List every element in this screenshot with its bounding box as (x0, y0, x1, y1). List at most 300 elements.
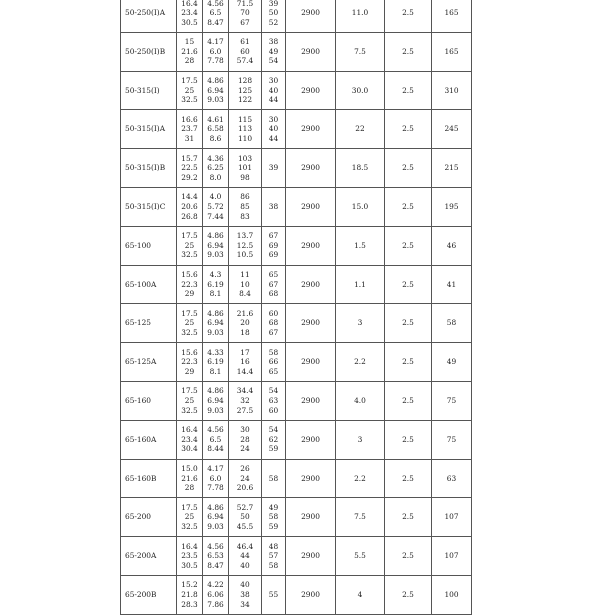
power-cell: 30.0 (336, 71, 385, 110)
power-cell: 15.0 (336, 187, 385, 226)
model-cell: 50-315(I) (121, 71, 177, 110)
weight-cell: 75 (432, 381, 472, 420)
flow-m3h-cell (177, 498, 203, 537)
cell-value: 16.6 (181, 114, 198, 124)
cell-value: 58 (268, 512, 279, 522)
cell-value: 9.03 (207, 250, 224, 260)
flow-ls-cell (203, 420, 229, 459)
cell-value: 22.3 (181, 279, 198, 289)
speed-cell: 2900 (286, 498, 336, 537)
flow-ls-cell (203, 0, 229, 32)
cell-value: 25 (184, 318, 195, 328)
cell-value: 7.78 (207, 483, 224, 493)
npsh-cell: 2.5 (385, 265, 432, 304)
speed-cell: 2900 (286, 381, 336, 420)
efficiency-cell (262, 575, 286, 614)
flow-ls-cell (203, 187, 229, 226)
weight-cell: 195 (432, 187, 472, 226)
cell-value: 20.6 (181, 202, 198, 212)
speed-cell: 2900 (286, 71, 336, 110)
cell-value: 34 (240, 599, 250, 609)
cell-value: 8.47 (207, 560, 224, 570)
cell-value: 128 (237, 76, 253, 86)
cell-value: 31 (184, 134, 195, 144)
model-cell: 65-100 (121, 226, 177, 265)
cell-value: 86 (240, 192, 250, 202)
cell-value: 98 (240, 172, 250, 182)
cell-value: 4.86 (207, 308, 224, 318)
flow-ls-cell (203, 343, 229, 382)
flow-m3h-cell (177, 575, 203, 614)
model-cell: 65-160B (121, 459, 177, 498)
cell-value: 46.4 (236, 541, 254, 551)
head-cell (229, 343, 262, 382)
efficiency-cell (262, 381, 286, 420)
cell-value: 70 (240, 8, 250, 18)
cell-value: 14.4 (181, 192, 198, 202)
flow-m3h-cell (177, 381, 203, 420)
cell-value: 58 (268, 560, 279, 570)
cell-value: 8.1 (209, 366, 222, 376)
npsh-cell: 2.5 (385, 187, 432, 226)
cell-value: 23.5 (181, 551, 198, 561)
cell-value: 25 (184, 85, 195, 95)
cell-value: 17.5 (181, 386, 198, 396)
cell-value: 9.03 (207, 95, 224, 105)
flow-m3h-cell (177, 110, 203, 149)
npsh-cell: 2.5 (385, 71, 432, 110)
cell-value: 6.19 (207, 279, 224, 289)
efficiency-cell (262, 110, 286, 149)
cell-value: 71.5 (236, 0, 254, 8)
cell-value: 7.78 (207, 56, 224, 66)
efficiency-cell (262, 498, 286, 537)
cell-value: 15.2 (181, 580, 198, 590)
cell-value: 57 (268, 551, 279, 561)
cell-value: 4.36 (207, 153, 224, 163)
cell-value: 6.94 (207, 318, 224, 328)
cell-value: 6.5 (209, 8, 222, 18)
flow-m3h-cell (177, 304, 203, 343)
cell-value: 21.6 (181, 473, 198, 483)
cell-value: 40 (240, 560, 250, 570)
cell-value: 12.5 (236, 240, 254, 250)
speed-cell: 2900 (286, 0, 336, 32)
cell-value: 57.4 (236, 56, 254, 66)
cell-value: 21.6 (236, 308, 254, 318)
head-cell (229, 381, 262, 420)
cell-value: 28 (240, 434, 250, 444)
cell-value: 4.3 (209, 270, 222, 280)
npsh-cell: 2.5 (385, 381, 432, 420)
weight-cell: 245 (432, 110, 472, 149)
head-cell (229, 265, 262, 304)
cell-value: 22.5 (181, 163, 198, 173)
cell-value: 20 (240, 318, 250, 328)
cell-value: 61 (240, 37, 250, 47)
flow-ls-cell (203, 32, 229, 71)
cell-value: 16.4 (181, 425, 198, 435)
table-row (121, 343, 472, 382)
power-cell: 2.2 (336, 343, 385, 382)
cell-value: 38 (268, 202, 279, 212)
cell-value: 60 (240, 46, 250, 56)
cell-value: 49 (268, 46, 279, 56)
efficiency-cell (262, 420, 286, 459)
model-cell: 65-200 (121, 498, 177, 537)
cell-value: 52 (268, 17, 279, 27)
efficiency-cell (262, 459, 286, 498)
cell-value: 24 (240, 473, 250, 483)
npsh-cell: 2.5 (385, 110, 432, 149)
cell-value: 54 (268, 386, 279, 396)
head-cell (229, 459, 262, 498)
table-row (121, 187, 472, 226)
model-cell: 65-125 (121, 304, 177, 343)
cell-value: 30.4 (181, 444, 198, 454)
cell-value: 52.7 (236, 502, 254, 512)
cell-value: 39 (268, 163, 279, 173)
cell-value: 32.5 (181, 405, 198, 415)
cell-value: 15.6 (181, 347, 198, 357)
npsh-cell: 2.5 (385, 149, 432, 188)
table-row (121, 575, 472, 614)
efficiency-cell (262, 226, 286, 265)
cell-value: 67 (268, 231, 279, 241)
power-cell: 22 (336, 110, 385, 149)
model-cell: 50-315(I)C (121, 187, 177, 226)
speed-cell: 2900 (286, 420, 336, 459)
cell-value: 30.5 (181, 17, 198, 27)
cell-value: 18 (240, 328, 250, 338)
cell-value: 23.4 (181, 434, 198, 444)
cell-value: 11 (240, 270, 250, 280)
npsh-cell: 2.5 (385, 304, 432, 343)
table-row (121, 420, 472, 459)
cell-value: 48 (268, 541, 279, 551)
cell-value: 55 (268, 590, 279, 600)
weight-cell: 165 (432, 0, 472, 32)
speed-cell: 2900 (286, 575, 336, 614)
cell-value: 29 (184, 289, 195, 299)
cell-value: 27.5 (236, 405, 254, 415)
cell-value: 10 (240, 279, 250, 289)
efficiency-cell (262, 32, 286, 71)
model-cell: 65-100A (121, 265, 177, 304)
cell-value: 110 (237, 134, 253, 144)
flow-m3h-cell (177, 32, 203, 71)
flow-m3h-cell (177, 265, 203, 304)
cell-value: 26.8 (181, 211, 198, 221)
weight-cell: 46 (432, 226, 472, 265)
npsh-cell: 2.5 (385, 575, 432, 614)
cell-value: 16.4 (181, 0, 198, 8)
cell-value: 4.86 (207, 76, 224, 86)
cell-value: 54 (268, 56, 279, 66)
cell-value: 4.17 (207, 37, 224, 47)
cell-value: 32.5 (181, 250, 198, 260)
cell-value: 68 (268, 318, 279, 328)
power-cell: 4.0 (336, 381, 385, 420)
cell-value: 20.6 (236, 483, 254, 493)
cell-value: 6.0 (209, 473, 222, 483)
cell-value: 63 (268, 396, 279, 406)
cell-value: 28 (184, 483, 195, 493)
cell-value: 17.5 (181, 308, 198, 318)
table-row (121, 304, 472, 343)
npsh-cell: 2.5 (385, 537, 432, 576)
flow-ls-cell (203, 304, 229, 343)
flow-ls-cell (203, 226, 229, 265)
cell-value: 25 (184, 240, 195, 250)
cell-value: 9.03 (207, 405, 224, 415)
flow-m3h-cell (177, 420, 203, 459)
weight-cell: 58 (432, 304, 472, 343)
npsh-cell: 2.5 (385, 32, 432, 71)
cell-value: 6.0 (209, 46, 222, 56)
model-cell: 65-125A (121, 343, 177, 382)
cell-value: 13.7 (236, 231, 254, 241)
cell-value: 60 (268, 405, 279, 415)
flow-m3h-cell (177, 0, 203, 32)
efficiency-cell (262, 71, 286, 110)
weight-cell: 215 (432, 149, 472, 188)
cell-value: 32.5 (181, 522, 198, 532)
power-cell: 5.5 (336, 537, 385, 576)
cell-value: 15.6 (181, 270, 198, 280)
cell-value: 54 (268, 425, 279, 435)
cell-value: 6.94 (207, 512, 224, 522)
weight-cell: 63 (432, 459, 472, 498)
flow-ls-cell (203, 575, 229, 614)
cell-value: 5.72 (207, 202, 224, 212)
table-row (121, 498, 472, 537)
cell-value: 4.17 (207, 464, 224, 474)
cell-value: 16 (240, 357, 250, 367)
speed-cell: 2900 (286, 226, 336, 265)
cell-value: 6.53 (207, 551, 224, 561)
cell-value: 115 (237, 114, 253, 124)
power-cell: 7.5 (336, 32, 385, 71)
flow-ls-cell (203, 149, 229, 188)
table-row (121, 32, 472, 71)
speed-cell: 2900 (286, 110, 336, 149)
cell-value: 15.0 (181, 464, 198, 474)
model-cell: 65-160A (121, 420, 177, 459)
head-cell (229, 420, 262, 459)
weight-cell: 100 (432, 575, 472, 614)
cell-value: 8.4 (239, 289, 251, 299)
table-row (121, 110, 472, 149)
flow-m3h-cell (177, 537, 203, 576)
cell-value: 15.7 (181, 153, 198, 163)
cell-value: 29.2 (181, 172, 198, 182)
flow-m3h-cell (177, 459, 203, 498)
cell-value: 4.86 (207, 502, 224, 512)
cell-value: 40 (268, 85, 279, 95)
table-row (121, 265, 472, 304)
cell-value: 28.3 (181, 599, 198, 609)
head-cell (229, 304, 262, 343)
cell-value: 7.44 (207, 211, 224, 221)
flow-m3h-cell (177, 71, 203, 110)
cell-value: 16.4 (181, 541, 198, 551)
speed-cell: 2900 (286, 32, 336, 71)
cell-value: 8.44 (207, 444, 224, 454)
table-row (121, 0, 472, 32)
power-cell: 3 (336, 420, 385, 459)
cell-value: 38 (240, 590, 250, 600)
cell-value: 34.4 (236, 386, 254, 396)
model-cell: 65-160 (121, 381, 177, 420)
table-row (121, 459, 472, 498)
power-cell: 18.5 (336, 149, 385, 188)
cell-value: 44 (240, 551, 250, 561)
npsh-cell: 2.5 (385, 0, 432, 32)
cell-value: 8.1 (209, 289, 222, 299)
cell-value: 17 (240, 347, 250, 357)
cell-value: 17.5 (181, 502, 198, 512)
model-cell: 50-250(I)B (121, 32, 177, 71)
cell-value: 8.47 (207, 17, 224, 27)
flow-ls-cell (203, 381, 229, 420)
cell-value: 59 (268, 444, 279, 454)
head-cell (229, 537, 262, 576)
weight-cell: 107 (432, 498, 472, 537)
table-row (121, 381, 472, 420)
cell-value: 66 (268, 357, 279, 367)
flow-m3h-cell (177, 187, 203, 226)
npsh-cell: 2.5 (385, 420, 432, 459)
cell-value: 9.03 (207, 522, 224, 532)
cell-value: 4.56 (207, 425, 224, 435)
weight-cell: 310 (432, 71, 472, 110)
cell-value: 4.22 (207, 580, 224, 590)
cell-value: 32.5 (181, 95, 198, 105)
weight-cell: 107 (432, 537, 472, 576)
cell-value: 17.5 (181, 231, 198, 241)
cell-value: 6.94 (207, 85, 224, 95)
cell-value: 44 (268, 134, 279, 144)
cell-value: 60 (268, 308, 279, 318)
flow-ls-cell (203, 498, 229, 537)
flow-ls-cell (203, 265, 229, 304)
cell-value: 4.86 (207, 231, 224, 241)
cell-value: 6.94 (207, 396, 224, 406)
speed-cell: 2900 (286, 149, 336, 188)
power-cell: 4 (336, 575, 385, 614)
cell-value: 65 (268, 366, 279, 376)
power-cell: 1.5 (336, 226, 385, 265)
head-cell (229, 575, 262, 614)
speed-cell: 2900 (286, 265, 336, 304)
cell-value: 6.25 (207, 163, 224, 173)
cell-value: 38 (268, 37, 279, 47)
speed-cell: 2900 (286, 537, 336, 576)
cell-value: 6.5 (209, 434, 222, 444)
cell-value: 101 (237, 163, 253, 173)
speed-cell: 2900 (286, 343, 336, 382)
speed-cell: 2900 (286, 459, 336, 498)
cell-value: 4.61 (207, 114, 224, 124)
head-cell (229, 110, 262, 149)
cell-value: 7.86 (207, 599, 224, 609)
cell-value: 22.3 (181, 357, 198, 367)
cell-value: 23.4 (181, 8, 198, 18)
cell-value: 4.56 (207, 0, 224, 8)
cell-value: 26 (240, 464, 250, 474)
cell-value: 50 (240, 512, 250, 522)
efficiency-cell (262, 537, 286, 576)
flow-m3h-cell (177, 226, 203, 265)
head-cell (229, 187, 262, 226)
model-cell: 50-250(I)A (121, 0, 177, 32)
npsh-cell: 2.5 (385, 343, 432, 382)
power-cell: 2.2 (336, 459, 385, 498)
cell-value: 8.0 (209, 172, 222, 182)
cell-value: 25 (184, 396, 195, 406)
npsh-cell: 2.5 (385, 226, 432, 265)
cell-value: 103 (237, 153, 253, 163)
cell-value: 49 (268, 502, 279, 512)
cell-value: 122 (237, 95, 253, 105)
cell-value: 83 (240, 211, 250, 221)
cell-value: 30 (268, 76, 279, 86)
head-cell (229, 149, 262, 188)
cell-value: 67 (240, 17, 250, 27)
flow-ls-cell (203, 537, 229, 576)
cell-value: 9.03 (207, 328, 224, 338)
weight-cell: 41 (432, 265, 472, 304)
cell-value: 23.7 (181, 124, 198, 134)
cell-value: 6.06 (207, 590, 224, 600)
head-cell (229, 0, 262, 32)
cell-value: 29 (184, 366, 195, 376)
speed-cell: 2900 (286, 304, 336, 343)
flow-ls-cell (203, 459, 229, 498)
cell-value: 6.94 (207, 240, 224, 250)
cell-value: 40 (240, 580, 250, 590)
flow-ls-cell (203, 71, 229, 110)
weight-cell: 165 (432, 32, 472, 71)
npsh-cell: 2.5 (385, 498, 432, 537)
cell-value: 69 (268, 250, 279, 260)
cell-value: 4.86 (207, 386, 224, 396)
efficiency-cell (262, 187, 286, 226)
efficiency-cell (262, 0, 286, 32)
cell-value: 85 (240, 202, 250, 212)
flow-ls-cell (203, 110, 229, 149)
speed-cell: 2900 (286, 187, 336, 226)
cell-value: 17.5 (181, 76, 198, 86)
cell-value: 45.5 (236, 522, 254, 532)
head-cell (229, 226, 262, 265)
npsh-cell: 2.5 (385, 459, 432, 498)
cell-value: 39 (268, 0, 279, 8)
cell-value: 69 (268, 240, 279, 250)
cell-value: 4.0 (209, 192, 222, 202)
model-cell: 50-315(I)A (121, 110, 177, 149)
table-row (121, 226, 472, 265)
flow-m3h-cell (177, 149, 203, 188)
table-row (121, 149, 472, 188)
model-cell: 50-315(I)B (121, 149, 177, 188)
cell-value: 4.56 (207, 541, 224, 551)
table-row (121, 71, 472, 110)
head-cell (229, 498, 262, 537)
cell-value: 4.33 (207, 347, 224, 357)
cell-value: 30 (268, 114, 279, 124)
